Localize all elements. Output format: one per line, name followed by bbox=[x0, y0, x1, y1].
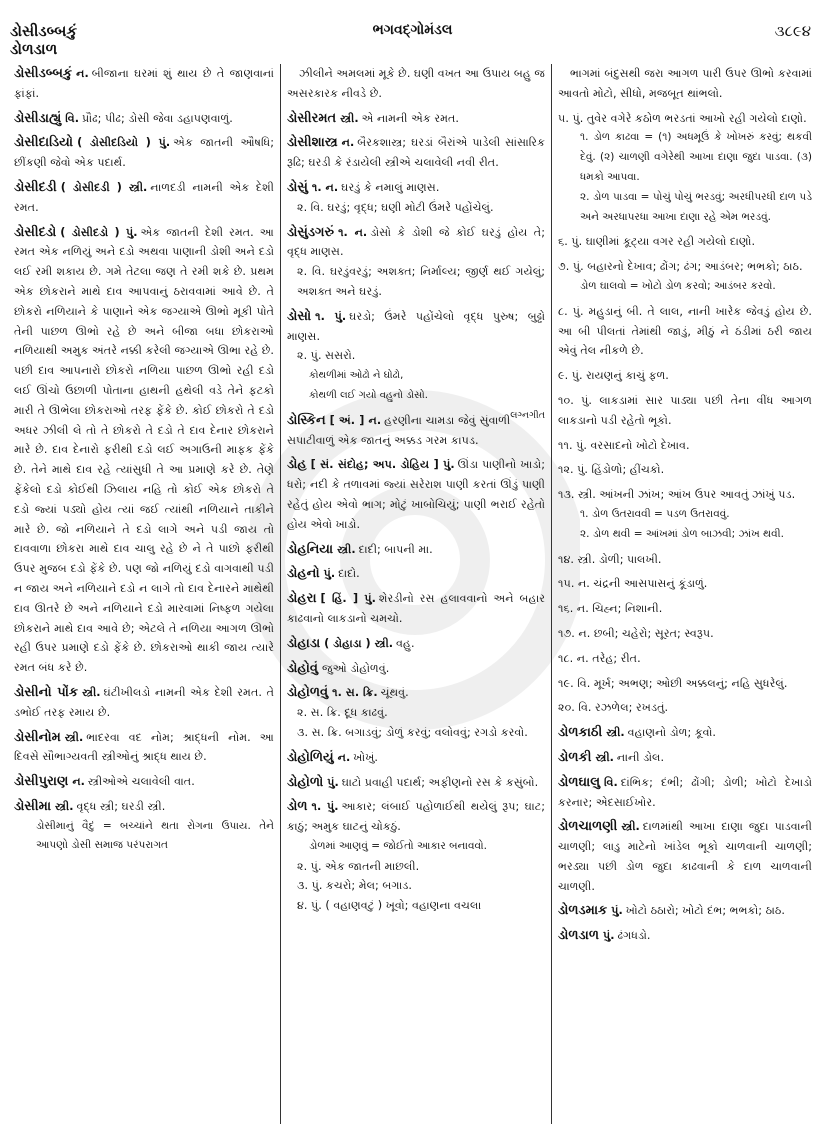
grammar-label: ૧. ન. bbox=[338, 225, 368, 239]
definition: એક જાતની ઔષધિ; છીંકણી જેવો એક પદાર્થ. bbox=[14, 136, 274, 170]
grammar-label: ન. bbox=[341, 136, 355, 150]
idiom-phrase: ૧. ડોળ ઉતરાવવી = પડળ ઉતરાવવું. bbox=[580, 507, 730, 520]
dictionary-entry bbox=[14, 728, 274, 768]
grammar-label: પું. bbox=[603, 929, 615, 943]
headword: ડોસીમા bbox=[14, 798, 51, 814]
sense-definition: ૪. પું. ( વહાણવટું ) ખૂવો; વહાણના વચલા bbox=[297, 899, 482, 913]
dictionary-entry bbox=[558, 901, 812, 921]
grammar-label: સ્ત્રી. bbox=[606, 726, 625, 740]
definition: વૃદ્ધ સ્ત્રી; ઘરડી સ્ત્રી. bbox=[76, 799, 166, 813]
grammar-label: ( ડોસીદડી ) સ્ત્રી. bbox=[60, 180, 148, 194]
headword: ડોસો bbox=[287, 308, 312, 324]
grammar-label: ૧. પું. bbox=[315, 309, 347, 323]
definition: ઘરડો; ઉંમરે પહોંચેલો વૃદ્ધ પુરુષ; બુઢ્ઢો માણસ. bbox=[287, 309, 545, 343]
dictionary-entry bbox=[14, 772, 274, 792]
sense-definition: ૧૬. ન. ચિહ્ન; નિશાની. bbox=[558, 602, 663, 616]
dictionary-entry bbox=[287, 683, 545, 742]
definition: ઘાટો પ્રવાહી પદાર્થ; અફીણનો રસ કે કસુંબો. bbox=[341, 775, 539, 789]
sense-definition: ૨. વિ. ઘરડું; વૃદ્ધ; ઘણી મોટી ઉંમરે પહોંચેલું. bbox=[297, 200, 494, 214]
grammar-label: ( ડોહાડા ) સ્ત્રી. bbox=[324, 636, 394, 650]
dictionary-entry bbox=[287, 589, 545, 629]
headword: ડોસીપુરાણ bbox=[14, 774, 69, 790]
idiom-phrase: ડોળ ઘાલવો = ખોટો ડોળ કરવો; આડંબર કરવો. bbox=[580, 279, 776, 292]
dictionary-entry bbox=[558, 624, 812, 644]
headword: ડોહોળવું bbox=[287, 685, 329, 701]
definition: ઢંગધડો. bbox=[617, 929, 651, 943]
dictionary-entry bbox=[14, 683, 274, 723]
sense-definition: ૧૦. પું. લાકડામાં સાર પાડ્યા પછી તેના વીંધ આગળ લાકડાનો પડી રહેતો ભૂકો. bbox=[558, 393, 812, 427]
sense-definition: ૨. પું. સસરો. bbox=[297, 349, 356, 363]
grammar-label: ૧. સ. ક્રિ. bbox=[332, 686, 378, 700]
sense-definition: ૨૦. વિ. રઝળેલ; રખડતું. bbox=[558, 701, 669, 715]
column-3 bbox=[552, 64, 818, 1124]
definition: ખોખું. bbox=[353, 750, 378, 764]
grammar-label: ૧. પું. bbox=[311, 800, 339, 814]
grammar-label: સ્ત્રી. bbox=[55, 799, 74, 813]
dictionary-columns bbox=[10, 64, 818, 1124]
idiom-phrase: ૨. ડોળ પાડવા = પોચું પોચું ભરડવું; અરધીપરધી દાળ પડે અને અરધાપરધા આખા દાણા રહે એમ ભરડવું. bbox=[580, 190, 812, 223]
grammar-label: સ્ત્રી. bbox=[64, 730, 84, 744]
grammar-label: પું. bbox=[327, 775, 339, 789]
headword: ડોસીનો પોંક bbox=[14, 684, 79, 700]
dictionary-entry bbox=[287, 411, 545, 451]
sense-definition: ૬. પું. ઘાણીમાં કૂટ્યા વગર રહી ગયેલો દાણો. bbox=[558, 235, 756, 249]
dictionary-entry bbox=[287, 109, 545, 129]
definition: નાળદડી નામની એક દેશી રમત. bbox=[14, 180, 274, 214]
grammar-label: ૧. ન. bbox=[311, 180, 339, 194]
grammar-label: વિ. bbox=[65, 111, 79, 125]
definition: હરણીના ચામડા જેવું સુંવાળી સપાટીવાળું એક જાતનું અક્કડ ગરમ કાપડ. bbox=[287, 413, 511, 447]
dictionary-entry bbox=[287, 455, 545, 534]
dictionary-entry bbox=[558, 485, 812, 544]
dictionary-entry bbox=[558, 366, 812, 386]
grammar-label: સ્ત્રી. bbox=[82, 685, 101, 699]
headword: ડોસીદડી bbox=[14, 179, 57, 195]
dictionary-entry bbox=[287, 64, 545, 104]
grammar-label: ( ડોસીદડિયો ) પું. bbox=[77, 136, 171, 150]
dictionary-entry bbox=[287, 564, 545, 584]
definition: દાળમાંથી આખા દાણા જુદા પાડવાની ચાળણી; લાડુ માટેનો ખાંડેલ ભૂકો ચાળવાની ચાળણી; ભરડ્યા પછી ડોળ જુદા કાઢવાની કે દાળ ચાળવાની ચાળણી. bbox=[558, 820, 812, 893]
definition: જુઓ ડોહોળવું. bbox=[321, 661, 390, 675]
definition: એ નામની એક રમત. bbox=[361, 111, 459, 125]
headword: ડોળ bbox=[287, 799, 308, 815]
dictionary-entry bbox=[287, 659, 545, 679]
definition: ભાદરવા વદ નોમ; શ્રાદ્ધની નોમ. આ દિવસે સૌભાગ્યવતી સ્ત્રીઓનું શ્રાદ્ધ થાય છે. bbox=[14, 730, 274, 764]
definition: વહુ. bbox=[396, 636, 415, 650]
dictionary-entry bbox=[558, 391, 812, 431]
grammar-label: સ્ત્રી. bbox=[595, 750, 614, 764]
page-header bbox=[10, 22, 815, 62]
dictionary-entry bbox=[287, 223, 545, 302]
grammar-label: પું. bbox=[323, 567, 336, 581]
sense-definition: ૮. પું. મહુડાનું બી. તે લાલ, નાની ખારેક જેવડું હોય છે. આ બી પીલતાં તેમાંથી જાડું, મીઠું ને ઠંડીમાં ઠરી જાય એવું તેલ નીકળે છે. bbox=[558, 304, 812, 358]
definition: ચૂંથવું. bbox=[380, 686, 409, 700]
definition: બૈરકશાસ્ત્ર; ઘરડાં બૈરાંએ પાડેલી સાંસારિક રૂઢિ; ઘરડી કે રંડાયેલી સ્ત્રીએ ચલાવેલી નવી રીત. bbox=[287, 136, 545, 170]
dictionary-entry bbox=[287, 634, 545, 654]
headword: ડોળકી bbox=[558, 749, 592, 765]
sense-definition: ૨. પું. એક જાતની માછલી. bbox=[297, 859, 420, 873]
headword: ડોહોળિયું bbox=[287, 749, 334, 765]
definition: શેરડીનો રસ હલાવવાનો અને બહાર કાઢવાનો લાકડાનો ચમચો. bbox=[287, 592, 545, 625]
headword: ડોસીદાડિયો bbox=[14, 135, 74, 151]
sense-definition: ૩. પું. કચરો; મેલ; બગાડ. bbox=[297, 879, 412, 893]
headword: ડોળડાળ bbox=[558, 928, 599, 944]
grammar-label: [ અં. ] ન. bbox=[329, 413, 382, 427]
dictionary-entry bbox=[558, 674, 812, 694]
definition: ઘરડું કે નમાલું માણસ. bbox=[341, 180, 440, 194]
guide-word-last: ડોળડાળ bbox=[10, 40, 58, 58]
headword: ડોળઘાલુ bbox=[558, 774, 601, 790]
headword: ડોસીશાસ્ત્ર bbox=[287, 135, 338, 151]
dictionary-entry bbox=[14, 109, 274, 129]
sense-definition: ૧૫. ન. ચંદ્રની આસપાસનું કૂંડાળું. bbox=[558, 577, 708, 591]
definition: સ્ત્રીઓએ ચલાવેલી વાત. bbox=[87, 775, 195, 789]
dictionary-entry bbox=[558, 550, 812, 570]
headword: ડોસીનોમ bbox=[14, 729, 61, 745]
grammar-label: સ્ત્રી. bbox=[340, 111, 359, 125]
dictionary-entry bbox=[287, 178, 545, 218]
grammar-label: પું. bbox=[611, 904, 623, 918]
headword: ડોળકાઠી bbox=[558, 725, 603, 741]
headword: ડોહ bbox=[287, 457, 307, 473]
dictionary-entry bbox=[558, 649, 812, 669]
book-title: ભગવદ્ગોમંડલ bbox=[372, 22, 453, 38]
dictionary-entry bbox=[558, 109, 812, 228]
dictionary-entry bbox=[287, 748, 545, 768]
dictionary-entry bbox=[558, 817, 812, 896]
definition: ઊંડા પાણીનો ખાડો; ધરો; નદી કે તળાવમાં જ્યાં સરેરાશ પાણી કરતાં ઊંડું પાણી રહેતું હોય એવો ભાગ; મોટું ખાબોચિયું; પાણી ભરાઈ રહેતો હોય એવો ખાડો. bbox=[287, 458, 545, 531]
sense-definition: ૧૮. ન. તરેહ; રીત. bbox=[558, 651, 641, 665]
grammar-label: ન. bbox=[337, 750, 351, 764]
definition: વહાણનો ડોળ; કૂવો. bbox=[627, 726, 716, 740]
dictionary-entry bbox=[14, 797, 274, 856]
grammar-label: [ હિં. ] પું. bbox=[320, 592, 376, 606]
headword: ડોસીદડો bbox=[14, 224, 57, 240]
dictionary-entry bbox=[287, 797, 545, 916]
column-1 bbox=[10, 64, 280, 1124]
sense-definition: ૧૭. ન. છબી; ચહેરો; સૂરત; સ્વરૂપ. bbox=[558, 626, 714, 640]
sense-definition: ૩. સ. ક્રિ. બગાડવું; ડોળું કરવું; વલોવવું; રગડો કરવો. bbox=[297, 725, 528, 739]
headword: ડોસીડાહ્યું bbox=[14, 110, 62, 126]
sense-definition: ૧૪. સ્ત્રી. ડોળી; પાલખી. bbox=[558, 552, 662, 566]
dictionary-entry bbox=[14, 133, 274, 173]
entry-continuation: ભાગમાં બંદુસથી જરા આગળ પારી ઉપર ઊભો કરવામાં આવતો મોટો, સીધો, મજબૂત થાંભલો. bbox=[558, 67, 812, 100]
sense-definition: ૫. પું. તુવેર વગેરે કઠોળ ભરડતાં આખો રહી ગયેલો દાણો. bbox=[558, 111, 807, 125]
definition: ડોસો કે ડોશી જે કોઈ ઘરડું હોય તે; વૃદ્ધ માણસ. bbox=[287, 225, 545, 259]
grammar-label: વિ. bbox=[604, 775, 618, 789]
sense-definition: ૧૯. વિ. મૂર્ખ; અભણ; ઓછી અક્કલનું; નહિ સુધરેલું. bbox=[558, 676, 788, 690]
sense-definition: ૧૧. પું. વરસાદનો ખોટો દેખાવ. bbox=[558, 438, 690, 452]
headword: ડોસુંડગરું bbox=[287, 224, 335, 240]
definition: નાની ડોલ. bbox=[616, 750, 665, 764]
definition: આકાર; લંબાઈ પહોળાઈથી થયેલું રૂપ; ઘાટ; કાઠું; અમુક ઘાટનું ચોકઠું. bbox=[287, 800, 545, 834]
headword: ડોળચાળણી bbox=[558, 819, 618, 835]
dictionary-entry bbox=[287, 133, 545, 173]
guide-word-first: ડોસીડબ્બકું bbox=[10, 22, 78, 40]
page-number: ૩૮૯૪ bbox=[774, 22, 811, 40]
definition: બીજાના ઘરમાં શું થાય છે તે જાણવાનાં ફાંફાં. bbox=[14, 67, 274, 100]
headword: ડોહોળો bbox=[287, 774, 324, 790]
definition: દાદો. bbox=[338, 567, 360, 581]
headword: ડોહાડા bbox=[287, 635, 321, 651]
headword: ડોસીડબ્બકું bbox=[14, 66, 73, 81]
grammar-label: ( ડોસીદડો ) પું. bbox=[60, 225, 138, 239]
dictionary-entry bbox=[287, 773, 545, 793]
dictionary-entry bbox=[14, 178, 274, 218]
headword: ડોસીરમત bbox=[287, 110, 337, 126]
dictionary-entry bbox=[558, 926, 812, 946]
definition: પ્રૌઢ; પીઢ; ડોસી જેવા ડહાપણવાળું. bbox=[81, 111, 233, 125]
dictionary-entry bbox=[558, 599, 812, 619]
definition: ખોટો ઠઠારો; ખોટો દંભ; ભભકો; ઠાઠ. bbox=[625, 904, 785, 918]
grammar-label: [ સં. સંદોહ; અપ. ડોહિય ] પું. bbox=[310, 458, 455, 472]
dictionary-entry bbox=[14, 64, 274, 104]
grammar-label: ન. bbox=[72, 775, 85, 789]
sense-definition: ૭. પું. બહારનો દેખાવ; ઢોંગ; ઢંગ; આડંબર; ભભકો; ઠાઠ. bbox=[558, 260, 803, 274]
sense-definition: ૨. સ. ક્રિ. દૂધ કાઢવું. bbox=[297, 706, 388, 720]
dictionary-entry bbox=[558, 436, 812, 456]
idiom-phrase: ડોળમાં આણવું = જોઈતો આકાર બનાવવો. bbox=[309, 839, 487, 852]
dictionary-entry bbox=[558, 257, 812, 297]
grammar-label: સ્ત્રી. bbox=[621, 820, 640, 834]
quotation-source: લગ્નગીત bbox=[510, 409, 545, 421]
dictionary-entry bbox=[14, 223, 274, 678]
definition: દાદી; બાપની મા. bbox=[358, 542, 433, 556]
sense-definition: ૨. વિ. ઘરડુંવરડું; અશક્ત; નિર્માલ્ય; જીર્ણ થઈ ગયેલું; અશક્ત અને ઘરડું. bbox=[297, 265, 545, 298]
sense-definition: ૯. પું. રાયણનું કાચું ફળ. bbox=[558, 369, 669, 383]
idiom-phrase: ડોસીમાનું વૈદું = બચ્ચાંને થતા રોગના ઉપાય. તેને આપણો ડોસી સમાજ પરંપરાગત bbox=[36, 819, 274, 852]
quotation-line: કોથળીમાં ઓઢો ને ઘોઢો, bbox=[309, 370, 404, 382]
quotation-line: કોથળી લઈ ગયો વહુનો ડોસો. bbox=[309, 389, 428, 401]
headword: ડોહરા bbox=[287, 591, 317, 607]
dictionary-entry bbox=[558, 773, 812, 813]
idiom-phrase: ૨. ડોળ થવી = આંખમાં ડોળ બાઝવી; ઝાંખ થવી. bbox=[580, 527, 784, 540]
entry-continuation: ઝીલીને અમલમાં મૂકે છે. ઘણી વખત આ ઉપાય બહુ જ અસરકારક નીવડે છે. bbox=[287, 67, 545, 100]
grammar-label: સ્ત્રી. bbox=[337, 542, 356, 556]
headword: ડોસ્કિન bbox=[287, 412, 326, 428]
grammar-label: ન. bbox=[76, 67, 89, 80]
dictionary-entry bbox=[558, 698, 812, 718]
definition: ઘંટીખીલડો નામની એક દેશી રમત. તે ડભોઈ તરફ રમાય છે. bbox=[14, 685, 274, 719]
sense-definition: ૧૩. સ્ત્રી. આંખની ઝાંખ; આંખ ઉપર આવતું ઝાંખું પડ. bbox=[558, 488, 796, 502]
dictionary-entry bbox=[558, 574, 812, 594]
definition: એક જાતની દેશી રમત. આ રમત એક નળિયું અને દડો અથવા પાણાની ડોશી અને દડો લઈ રમી શકાય છે. ગમે તેટલા જણ તે રમી શકે છે. પ્રથમ એક છોકરાને માથે દાવ આપવાનું ઠરાવવામાં આવે છે. તે છોકરો નળિયાને કે પાણાને એક જગ્યાએ ઊભો મૂકી પોતે તેની પાછળ ઊભો રહે છે અને બીજા બધા છોકરાઓ નળિયાથી અમુક અંતરે નક્કી કરેલી જગ્યાએ ઊભા રહે છે. પછી દાવ આપનારો છોકરો નળિયા પાછળ ઊભો રહી દડો લઈ ઊંચો ઉછાળી પોતાના હાથની હથેલી વડે તેને ફટકો મારી તે ઊભેલા છોકરાઓ તરફ ફેંકે છે. કોઈ છોકરો તે દડો અધર ઝીલી લે તો તે છોકરો તે દડો તે દાવ દેનાર છોકરાને મારે છે. દાવ દેનારો ફરીથી દડો લઈ અગાઉની માફક ફેંકે છે. તેને માથે દાવ રહે ત્યાંસુધી તે આ પ્રમાણે કરે છે. તેણે ફેંકેલો દડો કોઈથી ઝિલાય નહિ તો કોઈ એક છોકરો તે દડો જ્યાં પડ્યો હોય ત્યાં જઈ ત્યાંથી નળિયાને તાકીને મારે છે. જો નળિયાને તે દડો લાગે અને પડી જાય તો દાવવાળા છોકરા માથે દાવ ચાલુ રહે છે ને તે પાછો ફરીથી ઉપર મુજબ દડો ફેંકે છે. પણ જો નળિયું દડો વાગવાથી પડી ન જાય અને નળિયાને દડો ન લાગે તો દાવ દેનારને માથેથી દાવ ઊતરે છે અને નળિયાને દડો મારવામાં નિષ્ફળ ગયેલા છોકરાને માથે દાવ આવે છે; એટલે તે નળિયા આગળ ઊભો રહી ઉપર પ્રમાણે દડો ફેંકે છે. છોકરાઓ થાકી જાય ત્યારે રમત બંધ કરે છે. bbox=[14, 225, 274, 675]
dictionary-entry bbox=[558, 232, 812, 252]
dictionary-entry bbox=[558, 302, 812, 361]
headword: ડોળડમાક bbox=[558, 903, 608, 919]
dictionary-entry bbox=[558, 64, 812, 104]
dictionary-entry bbox=[287, 540, 545, 560]
headword: ડોહોવું bbox=[287, 660, 318, 676]
column-2 bbox=[280, 64, 552, 1124]
sense-definition: ૧૨. પું. હિંડોળો; હીંચકો. bbox=[558, 463, 665, 477]
headword: ડોસું bbox=[287, 179, 308, 195]
dictionary-entry bbox=[558, 723, 812, 743]
dictionary-entry bbox=[558, 748, 812, 768]
headword: ડોહનિયા bbox=[287, 541, 334, 557]
definition: દાંભિક; દંભી; ઢોંગી; ડોળી; ખોટો દેખાડો કરનાર; એદસાઈખોર. bbox=[558, 775, 812, 809]
headword: ડોહનો bbox=[287, 566, 320, 582]
dictionary-entry bbox=[558, 460, 812, 480]
idiom-phrase: ૧. ડોળ કાઢવા = (૧) અધમૂઉં કે ખોખરું કરવું; થકવી દેવું. (૨) ચાળણી વગેરેથી આખા દાણા જુદા પાડવા. (૩) ધમકો આપવા. bbox=[580, 131, 812, 183]
